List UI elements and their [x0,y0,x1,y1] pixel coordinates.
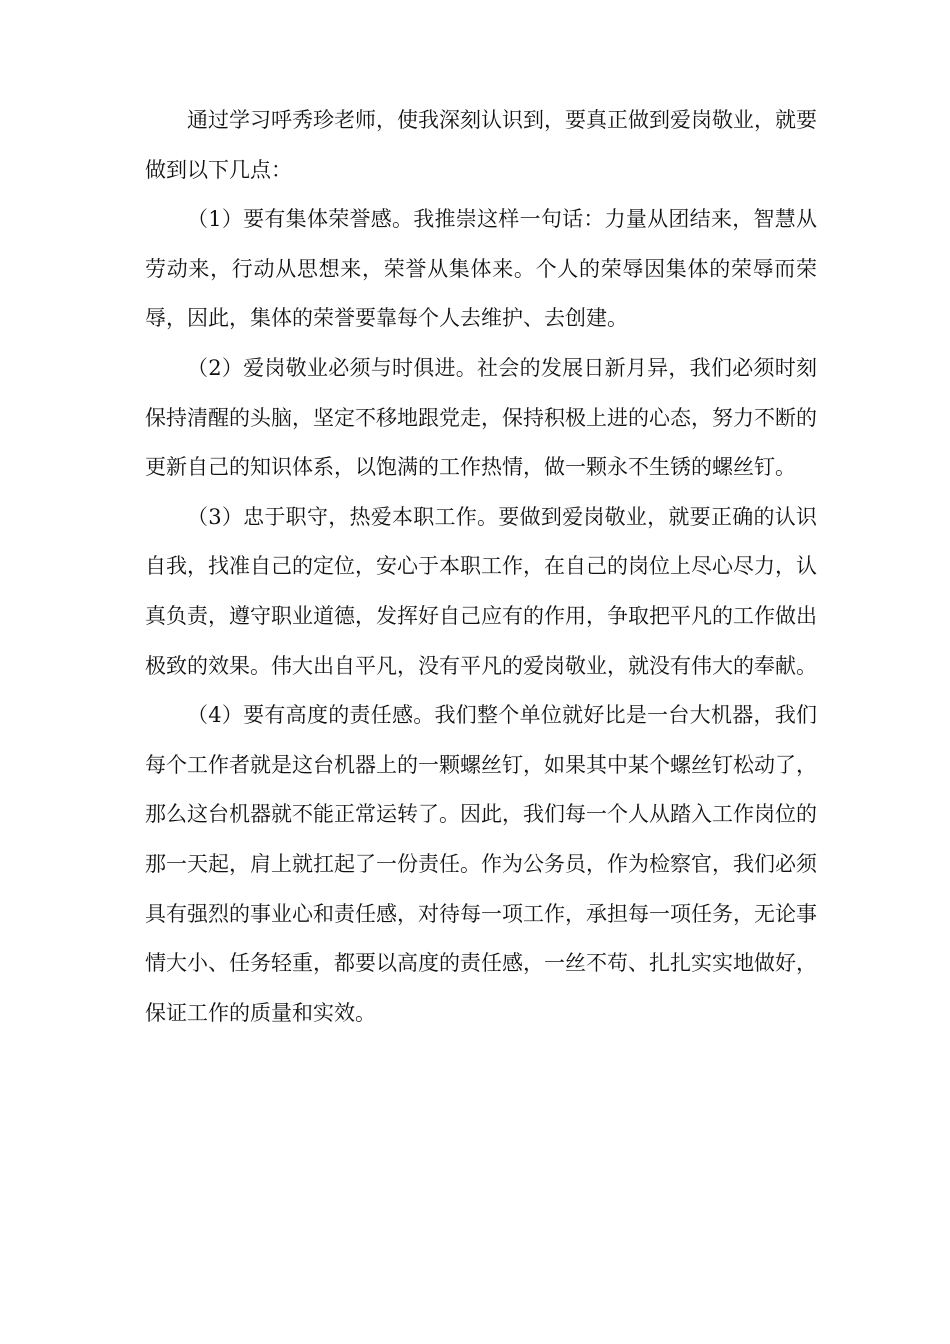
paragraph-point-3: （3）忠于职守，热爱本职工作。要做到爱岗敬业，就要正确的认识自我，找准自己的定位，安心于本职工作，在自己的岗位上尽心尽力，认真负责，遵守职业道德，发挥好自己应有的作用，争取把平凡的工作做出极致的效果。伟大出自平凡，没有平凡的爱岗敬业，就没有伟大的奉献。 [145,504,817,678]
paragraph-point-4: （4）要有高度的责任感。我们整个单位就好比是一台大机器，我们每个工作者就是这台机器上的一颗螺丝钉，如果其中某个螺丝钉松动了，那么这台机器就不能正常运转了。因此，我们每一个人从踏入工作岗位的那一天起，肩上就扛起了一份责任。作为公务员，作为检察官，我们必须具有强烈的事业心和责任感，对待每一项工作，承担每一项任务，无论事情大小、任务轻重，都要以高度的责任感，一丝不苟、扎扎实实地做好，保证工作的质量和实效。 [145,703,817,1025]
document-body [145,96,817,1038]
paragraph-point-1: （1）要有集体荣誉感。我推崇这样一句话：力量从团结来，智慧从劳动来，行动从思想来，荣誉从集体来。个人的荣辱因集体的荣辱而荣辱，因此，集体的荣誉要靠每个人去维护、去创建。 [145,207,817,331]
paragraph-point-2: （2）爱岗敬业必须与时俱进。社会的发展日新月异，我们必须时刻保持清醒的头脑，坚定不移地跟党走，保持积极上进的心态，努力不断的更新自己的知识体系，以饱满的工作热情，做一颗永不生锈的螺丝钉。 [145,355,817,480]
paragraph-intro: 通过学习呼秀珍老师，使我深刻认识到，要真正做到爱岗敬业，就要做到以下几点： [145,108,817,182]
